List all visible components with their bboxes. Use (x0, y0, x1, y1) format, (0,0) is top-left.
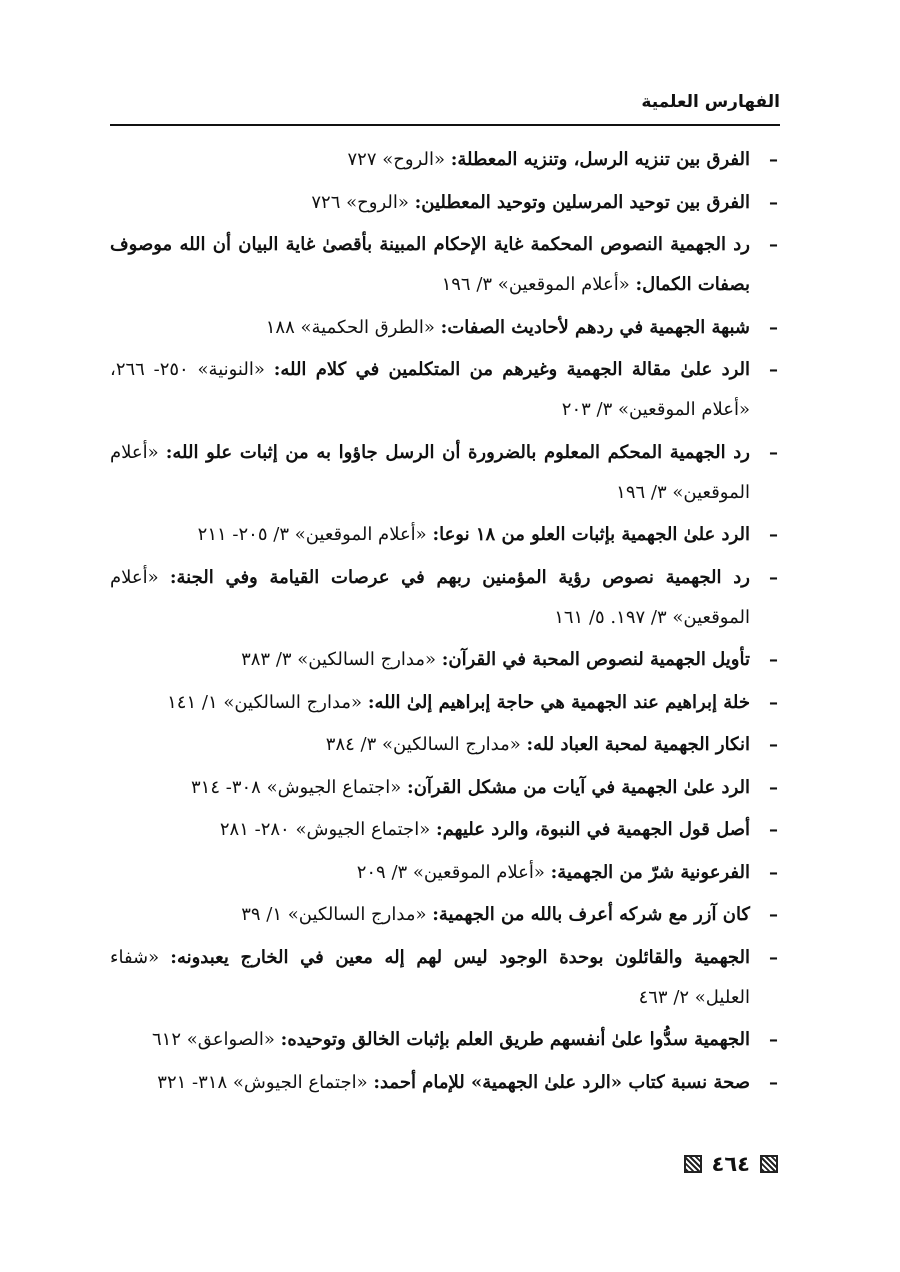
entry-reference: «مدارج السالكين» ١/ ١٤١ (167, 691, 363, 713)
dash-bullet: – (769, 649, 778, 670)
entry-reference: «شفاء العليل» ٢/ ٤٦٣ (110, 946, 750, 1008)
entry-reference: «أعلام الموقعين» ٣/ ٢٠٥- ٢١١ (197, 524, 427, 545)
dash-bullet: – (769, 946, 778, 968)
dash-bullet: – (769, 234, 778, 255)
index-entry (110, 140, 780, 180)
entry-title: الرد علىٰ مقالة الجهمية وغيرهم من المتكلمين في كلام الله: (273, 359, 751, 380)
entry-title: كان آزر مع شركه أعرف بالله من الجهمية: (432, 904, 750, 925)
index-entry (110, 938, 780, 1018)
index-entry (110, 225, 780, 305)
entry-reference: «أعلام الموقعين» ٣/ ٢٠٩ (356, 861, 545, 883)
index-entry (110, 683, 780, 723)
entry-title: الفرعونية شرّ من الجهمية: (550, 861, 750, 883)
index-entry (110, 895, 780, 935)
page-footer (684, 1152, 778, 1176)
index-entry (110, 640, 780, 680)
entry-reference: «مدارج السالكين» ٣/ ٣٨٤ (325, 734, 521, 755)
entry-reference: «أعلام الموقعين» ٣/ ١٩٦ (441, 274, 630, 295)
dash-bullet: – (769, 316, 778, 338)
entry-reference: «اجتماع الجيوش» ٣١٨- ٣٢١ (157, 1071, 368, 1093)
index-entries-list (110, 140, 780, 1105)
ornament-icon (760, 1155, 778, 1173)
entry-title: رد الجهمية المحكم المعلوم بالضرورة أن الرسل جاؤوا به من إثبات علو الله: (165, 441, 750, 463)
index-entry (110, 725, 780, 765)
entry-reference: «أعلام الموقعين» ٣/ ١٩٧. ٥/ ١٦١ (110, 566, 750, 628)
dash-bullet: – (769, 819, 778, 840)
dash-bullet: – (769, 566, 778, 588)
index-entry (110, 810, 780, 850)
dash-bullet: – (769, 149, 778, 170)
ornament-icon (684, 1155, 702, 1173)
entry-title: الجهمية سدُّوا علىٰ أنفسهم طريق العلم بإثبات الخالق وتوحيده: (280, 1029, 750, 1050)
dash-bullet: – (769, 191, 778, 213)
dash-bullet: – (769, 359, 778, 380)
index-entry (110, 768, 780, 808)
dash-bullet: – (769, 904, 778, 925)
index-entry (110, 558, 780, 638)
page-number: ٤٦٤ (711, 1152, 750, 1176)
entry-title: الجهمية والقائلون بوحدة الوجود ليس لهم إله معين في الخارج يعبدونه: (170, 946, 750, 968)
entry-reference: «مدارج السالكين» ٣/ ٣٨٣ (241, 649, 437, 670)
dash-bullet: – (769, 1029, 778, 1050)
entry-reference: «اجتماع الجيوش» ٢٨٠- ٢٨١ (219, 819, 431, 840)
entry-reference: «مدارج السالكين» ١/ ٣٩ (241, 904, 427, 925)
index-entry (110, 515, 780, 555)
dash-bullet: – (769, 1071, 778, 1093)
entry-reference: «الروح» ٧٢٦ (311, 191, 409, 213)
dash-bullet: – (769, 776, 778, 798)
entry-title: الفرق بين توحيد المرسلين وتوحيد المعطلين: (414, 191, 750, 213)
entry-title: الرد علىٰ الجهمية بإثبات العلو من ١٨ نوعا: (432, 524, 750, 545)
header-title: الفهارس العلمية (641, 92, 780, 112)
index-entry (110, 350, 780, 430)
entry-title: أصل قول الجهمية في النبوة، والرد عليهم: (435, 819, 750, 840)
dash-bullet: – (769, 441, 778, 463)
dash-bullet: – (769, 691, 778, 713)
dash-bullet: – (769, 734, 778, 755)
entry-reference: «أعلام الموقعين» ٣/ ١٩٦ (110, 441, 750, 503)
entry-title: الرد علىٰ الجهمية في آيات من مشكل القرآن: (407, 776, 750, 798)
entry-reference: «اجتماع الجيوش» ٣٠٨- ٣١٤ (191, 776, 402, 798)
entry-title: رد الجهمية النصوص المحكمة غاية الإحكام المبينة بأقصىٰ غاية البيان أن الله موصوف بصفات الكمال: (110, 234, 750, 295)
entry-title: صحة نسبة كتاب «الرد علىٰ الجهمية» للإمام أحمد: (373, 1071, 750, 1093)
entry-title: تأويل الجهمية لنصوص المحبة في القرآن: (441, 649, 750, 670)
entry-reference: «النونية» ٢٥٠- ٢٦٦، «أعلام الموقعين» ٣/ ٢٠٣ (110, 359, 750, 420)
index-entry (110, 308, 780, 348)
index-entry (110, 1020, 780, 1060)
index-entry (110, 853, 780, 893)
entry-title: رد الجهمية نصوص رؤية المؤمنين ربهم في عرصات القيامة وفي الجنة: (169, 566, 750, 588)
entry-reference: «الطرق الحكمية» ١٨٨ (265, 316, 435, 338)
entry-reference: «الصواعق» ٦١٢ (152, 1029, 275, 1050)
index-entry (110, 183, 780, 223)
entry-reference: «الروح» ٧٢٧ (347, 149, 445, 170)
index-entry (110, 1063, 780, 1103)
entry-title: شبهة الجهمية في ردهم لأحاديث الصفات: (440, 316, 750, 338)
dash-bullet: – (769, 524, 778, 545)
index-entry (110, 433, 780, 513)
entry-title: انكار الجهمية لمحبة العباد لله: (526, 734, 750, 755)
entry-title: الفرق بين تنزيه الرسل، وتنزيه المعطلة: (450, 149, 750, 170)
entry-title: خلة إبراهيم عند الجهمية هي حاجة إبراهيم إلىٰ الله: (367, 691, 750, 713)
dash-bullet: – (769, 861, 778, 883)
page-header (110, 84, 780, 126)
